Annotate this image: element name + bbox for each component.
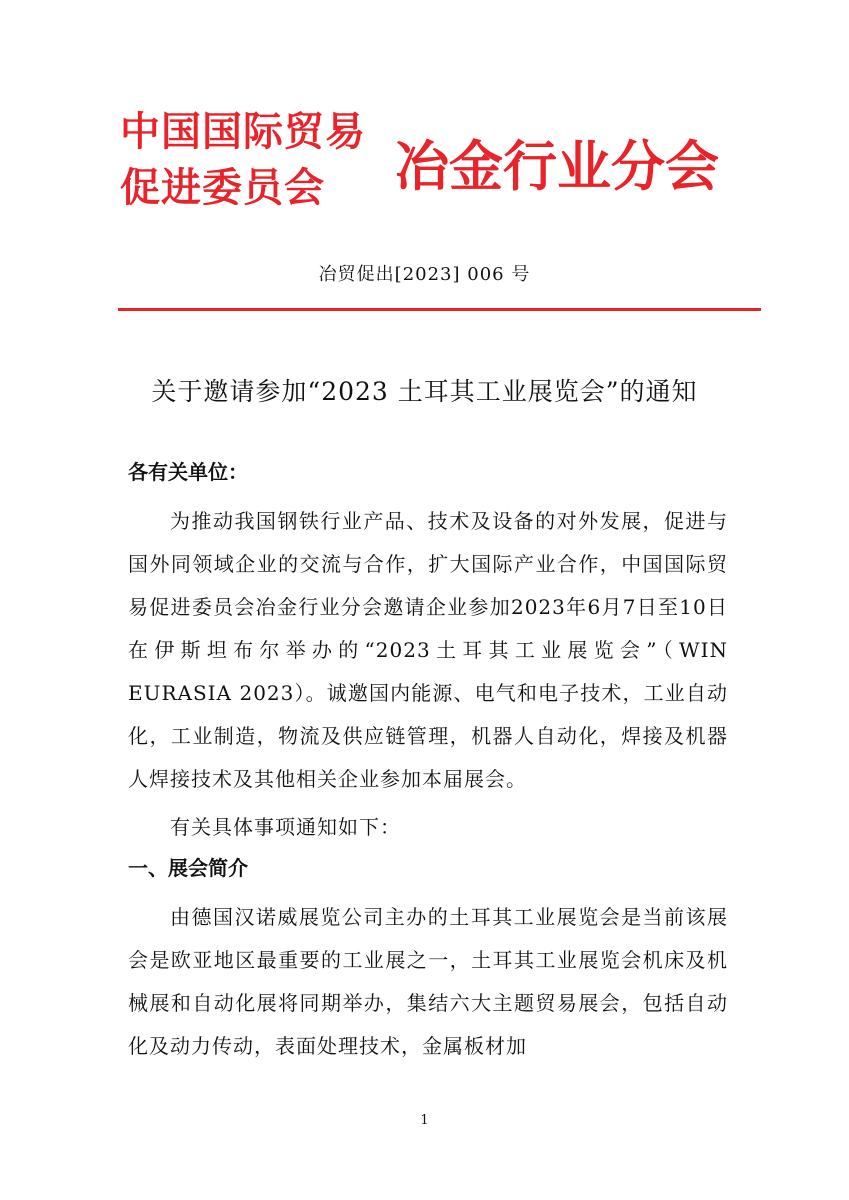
notice-title: 关于邀请参加“2023 土耳其工业展览会”的通知 [151, 377, 698, 406]
page-number: 1 [420, 1113, 429, 1128]
letterhead-divider [118, 308, 761, 311]
body-paragraph-intro: 为推动我国钢铁行业产品、技术及设备的对外发展，促进与国外同领域企业的交流与合作，扩大国际产业合作，中国国际贸易促进委员会冶金行业分会邀请企业参加2023年6月7日至10日在伊斯坦布尔举办的“2023土耳其工业展览会”（WIN EURASIA 2023）。诚邀国内能源、电气和电子技术，工业自动化，工业制造，物流及供应链管理，机器人自动化，焊接及机器人焊接技术及其他相关企业参加本届展会。 [128, 509, 728, 791]
organization-name-line2: 促进委员会 [120, 165, 325, 211]
organization-name-line1: 中国国际贸易 [120, 109, 366, 155]
document-number: 冶贸促出[2023] 006 号 [318, 264, 531, 285]
organization-name [120, 104, 370, 216]
section-heading: 一、展会简介 [128, 856, 248, 880]
body-paragraph-exhibition-intro: 由德国汉诺威展览公司主办的土耳其工业展览会是当前该展会是欧亚地区最重要的工业展之一，土耳其工业展览会机床及机械展和自动化展将同期举办，集结六大主题贸易展会，包括自动化及动力传动，表面处理技术，金属板材加 [128, 905, 728, 1058]
salutation: 各有关单位： [128, 460, 248, 484]
body-paragraph-details-lead: 有关具体事项通知如下： [170, 815, 401, 839]
branch-name: 冶金行业分会 [395, 135, 719, 198]
